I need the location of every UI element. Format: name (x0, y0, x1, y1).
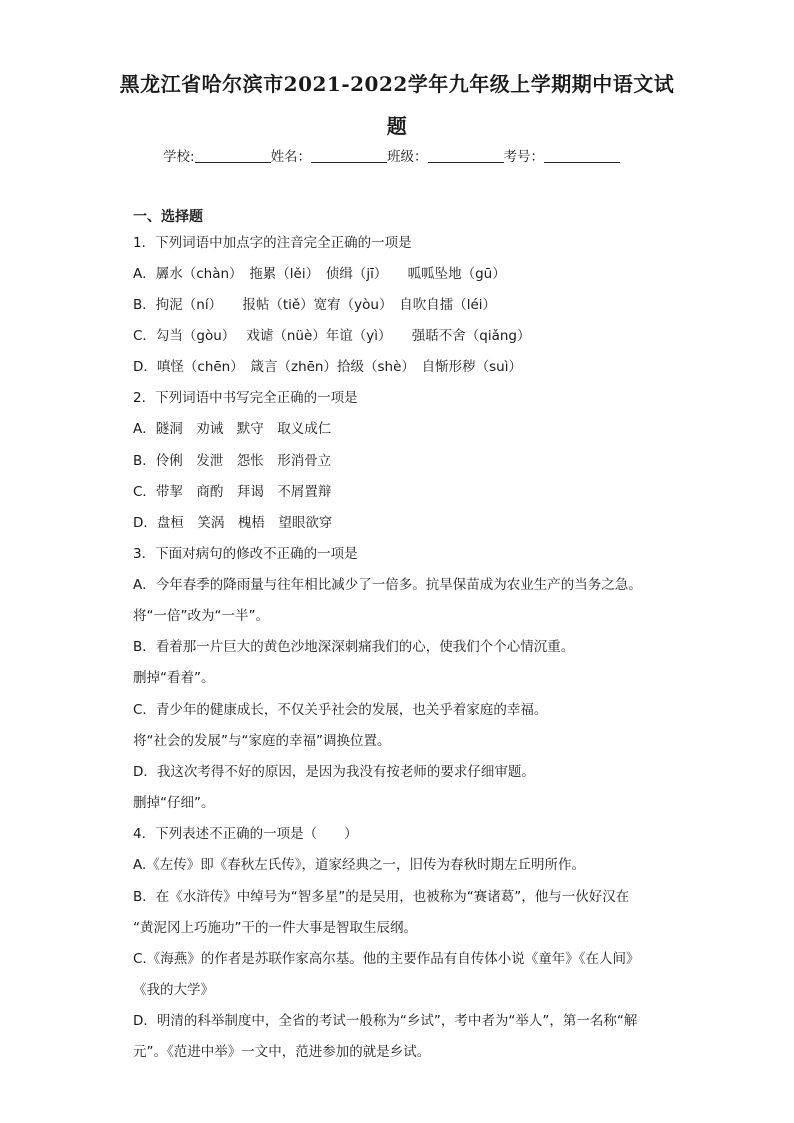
question-line: 3．下面对病句的修改不正确的一项是 (133, 546, 358, 562)
question-line: 将“一倍”改为“一半”。 (133, 608, 269, 624)
question-line: A．隧洞 劝诫 默守 取义成仁 (133, 421, 332, 437)
question-line: 删掉“看着”。 (133, 670, 215, 686)
question-line: 元”。《范进中举》一文中，范进参加的就是乡试。 (133, 1044, 431, 1060)
question-line: C．青少年的健康成长，不仅关乎社会的发展，也关乎着家庭的幸福。 (133, 702, 548, 718)
question-line: A．羼水（chàn） 拖累（lěi） 侦缉（jī） 呱呱坠地（gū） (133, 266, 506, 282)
student-info-row (163, 145, 620, 165)
school-label: 学校: (163, 149, 195, 165)
question-line: D．明清的科举制度中，全省的考试一般称为“乡试”，考中者为“举人”，第一名称“解 (133, 1013, 638, 1029)
question-line: 《我的大学》 (133, 982, 214, 998)
name-label: 姓名： (270, 149, 312, 165)
question-line: 4．下列表述不正确的一项是（ ） (133, 826, 358, 842)
section-heading: 一、选择题 (133, 209, 203, 225)
question-line: B．看着那一片巨大的黄色沙地深深刺痛我们的心，使我们个个心情沉重。 (133, 639, 575, 655)
question-line: C．勾当（gòu） 戏谑（nüè）年谊（yì） 强聒不舍（qiǎng） (133, 328, 531, 344)
question-line: A.《左传》即《春秋左氏传》，道家经典之一，旧传为春秋时期左丘明所作。 (133, 857, 586, 873)
question-line: D．盘桓 笑涡 槐梧 望眼欲穿 (133, 515, 333, 531)
question-line: D．嗔怪（chēn） 箴言（zhēn）拾级（shè） 自惭形秽（suì） (133, 359, 522, 375)
question-line: 2．下列词语中书写完全正确的一项是 (133, 390, 358, 406)
school-blank (195, 148, 271, 163)
question-line: B．伶俐 发泄 怨怅 形消骨立 (133, 453, 332, 469)
class-label: 班级： (387, 149, 428, 165)
question-line: 1．下列词语中加点字的注音完全正确的一项是 (133, 235, 412, 251)
title-line-2: 题 (386, 114, 408, 138)
exam-no-blank (544, 148, 620, 163)
question-line: 删掉“仔细”。 (133, 795, 215, 811)
question-line: “黄泥冈上巧施功”干的一件大事是智取生辰纲。 (133, 920, 417, 936)
title-line-1: 黑龙江省哈尔滨市2021-2022学年九年级上学期期中语文试 (119, 72, 675, 96)
class-blank (428, 148, 504, 163)
question-line: A．今年春季的降雨量与往年相比减少了一倍多。抗旱保苗成为农业生产的当务之急。 (133, 577, 642, 593)
question-line: D．我这次考得不好的原因，是因为我没有按老师的要求仔细审题。 (133, 764, 535, 780)
question-line: B．拘泥（ní） 报帖（tiě）宽宥（yòu） 自吹自擂（léi） (133, 297, 497, 313)
question-line: C.《海燕》的作者是苏联作家高尔基。他的主要作品有自传体小说《童年》《在人间》 (133, 951, 640, 967)
name-blank (311, 148, 387, 163)
question-line: C．带挈 商酌 拜谒 不屑置辩 (133, 484, 332, 500)
question-line: B．在《水浒传》中绰号为“智多星”的是吴用，也被称为“赛诸葛”，他与一伙好汉在 (133, 889, 630, 905)
exam-no-label: 考号： (503, 149, 545, 165)
question-line: 将“社会的发展”与“家庭的幸福”调换位置。 (133, 733, 391, 749)
